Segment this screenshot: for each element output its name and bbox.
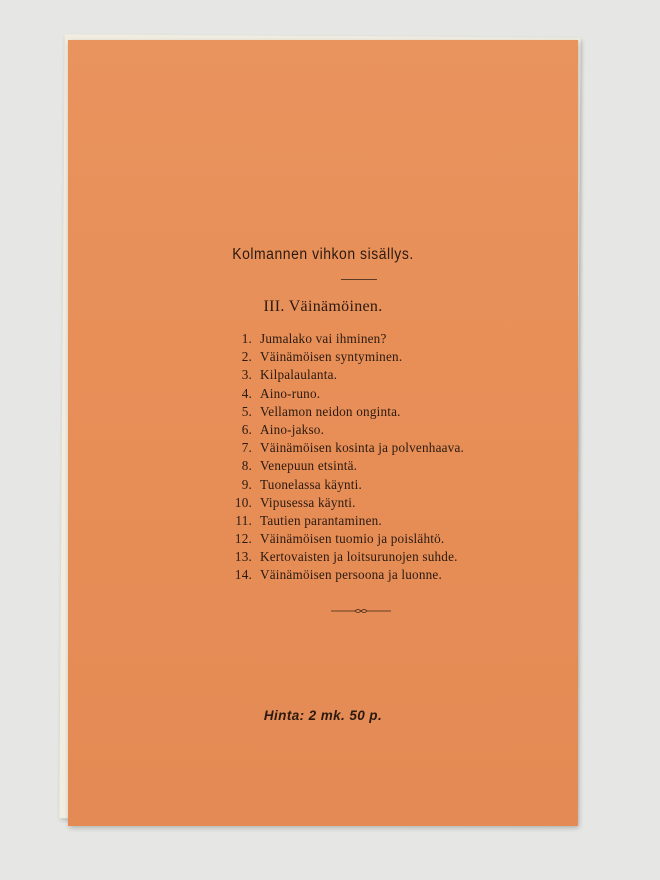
toc-item-number: 5. [241,403,252,419]
toc-item [228,403,568,421]
toc-item [228,348,568,366]
toc-item-number: 4. [241,385,252,401]
toc-item [228,457,568,475]
price-label: Hinta: 2 mk. 50 p. [263,708,383,723]
toc-item-title: Väinämöisen tuomio ja poislähtö. [260,531,445,547]
toc-item [228,385,568,403]
toc-item-title: Venepuun etsintä. [260,458,358,474]
toc-item-title: Tautien parantaminen. [260,512,382,528]
toc-item [228,421,568,439]
toc-item-number: 1. [241,331,252,346]
table-of-contents [228,330,568,585]
toc-item-title: Jumalako vai ihminen? [260,331,387,346]
toc-item-number: 2. [241,349,252,365]
toc-item-title: Väinämöisen kosinta ja polvenhaava. [260,440,465,456]
toc-item-title: Vellamon neidon onginta. [260,403,401,419]
toc-item-number: 13. [234,549,252,565]
toc-item [228,366,568,384]
toc-item-number: 12. [234,531,252,547]
toc-item-title: Aino-runo. [260,385,321,401]
toc-item-number: 14. [234,567,252,583]
toc-item-title: Aino-jakso. [260,421,325,437]
toc-item [228,439,568,457]
toc-item-number: 3. [241,367,252,383]
toc-item-number: 7. [241,440,252,456]
toc-item-number: 8. [241,458,252,474]
toc-item [228,476,568,494]
toc-item-number: 10. [234,494,252,510]
toc-item [228,330,568,348]
toc-item-title: Vipusessa käynti. [260,494,356,510]
booklet-back-cover [68,40,578,826]
toc-item-number: 6. [241,421,252,437]
toc-item [228,530,568,548]
toc-item-number: 11. [235,512,252,528]
toc-item-number: 9. [241,476,252,492]
toc-item-title: Kilpalaulanta. [260,367,338,383]
toc-item [228,566,568,584]
toc-item [228,512,568,530]
toc-item-title: Väinämöisen persoona ja luonne. [260,567,442,583]
toc-item-title: Väinämöisen syntyminen. [260,349,403,365]
toc-item-title: Tuonelassa käynti. [260,476,363,492]
divider-rule [341,279,377,280]
contents-heading: Kolmannen vihkon sisällys. [232,246,414,263]
toc-item-title: Kertovaisten ja loitsurunojen suhde. [260,549,458,565]
ornament-divider-icon [331,606,391,616]
toc-item [228,548,568,566]
section-title: III. Väinämöinen. [263,298,383,315]
toc-item [228,494,568,512]
